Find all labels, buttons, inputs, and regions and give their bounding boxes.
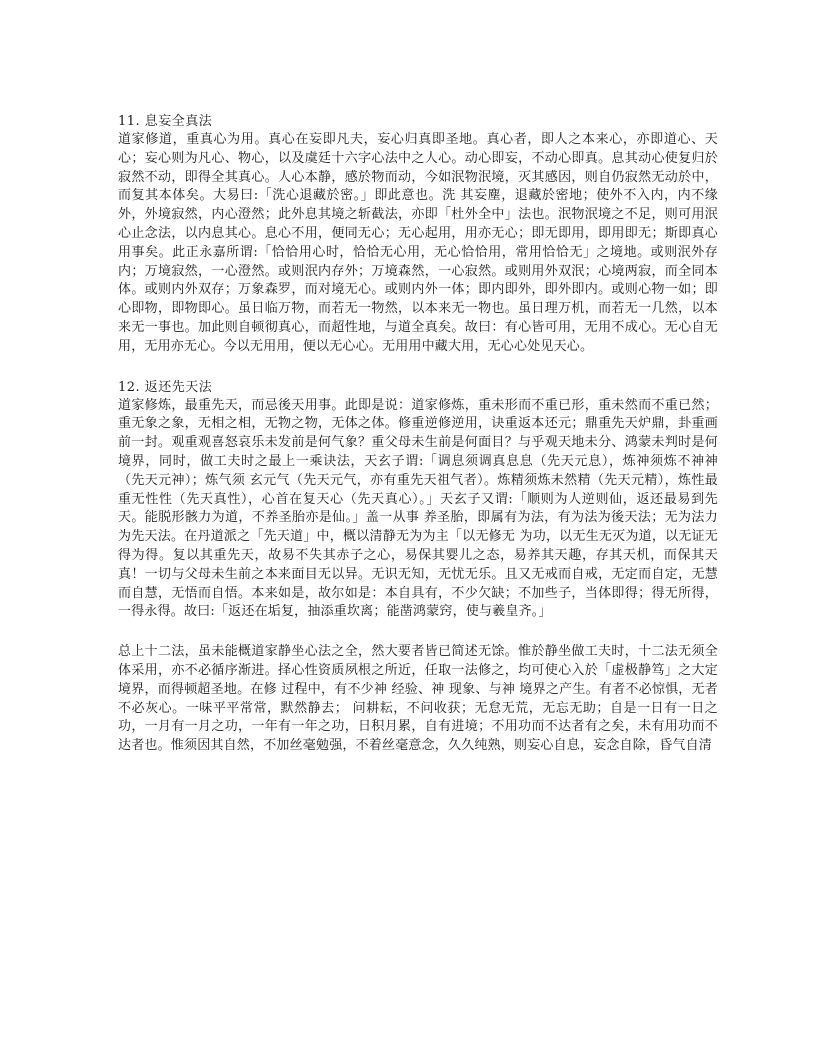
section-heading: 12. 返还先天法 — [118, 379, 213, 395]
document-page — [118, 112, 718, 777]
summary-paragraph: 总上十二法，虽未能概道家静坐心法之全，然大要者皆已简述无馀。惟於静坐做工夫时，十二法无须全体采用，亦不必循序渐进。择心性资质夙根之所近，任取一法修之，均可使心入於「虚极静笃」之大定境界，而得顿超圣地。在修 过程中，有不少神 经验、神 现象、与神 境界之产生。有者不必惊惧，无者不必灰心。一味平平常常，默然静去； 问耕耘，不问收获；无怠无荒，无忘无助；自是一日有一日之功，一月有一月之功，一年有一年之功，日积月累，自有进境；不用功而不达者有之矣，未有用功而不达者也。惟须因其自然，不加丝毫勉强，不着丝毫意念，久久纯熟，则妄心自息，妄念自除，昏气自清 — [118, 644, 718, 754]
section-heading: 11. 息妄全真法 — [118, 114, 213, 129]
section-body: 道家修道，重真心为用。真心在妄即凡夫，妄心归真即圣地。真心者，即人之本来心，亦即道心、天心；妄心则为凡心、物心，以及虞廷十六字心法中之人心。动心即妄，不动心即真。息其动心使复归於寂然不动，即得全其真心。人心本静，感於物而动，今如泯物泯境，灭其感因，则自仍寂然无动於中，而复其本体矣。大易曰:「洗心退藏於密。」即此意也。洗 其妄塵，退藏於密地；使外不入内，内不缘外，外境寂然，内心澄然；此外息其境之斩截法，亦即「杜外全中」法也。泯物泯境之不足，则可用泯心止念法，以内息其心。息心不用，便同无心；无心起用，用亦无心；即无即用，即用即无；斯即真心用事矣。此正永嘉所谓:「恰恰用心时，恰恰无心用，无心恰恰用，常用恰恰无」之境地。或则泯外存内；万境寂然，一心澄然。或则泯内存外；万境森然，一心寂然。或则用外双泯；心境两寂，而全同本体。或则内外双存；万象森罗，而对境无心。或则内外一体；即内即外，即外即内。或则心物一如；即心即物，即物即心。虽日临万物，而若无一物然，以本来无一物也。虽日理万机，而若无一几然，以本来无一事也。加此则自顿彻真心，而超性地，与道全真矣。故曰：有心皆可用，无用不成心。无心自无用，无用亦无心。今以无用用，便以无心心。无用用中藏大用，无心心处见天心。 — [118, 132, 718, 354]
section-11 — [118, 112, 718, 357]
section-12 — [118, 378, 718, 623]
summary-section — [118, 643, 718, 756]
section-body: 道家修炼，最重先天，而忌後天用事。此即是说：道家修炼，重未形而不重已形，重未然而不重已然；重无象之象，无相之相，无物之物，无体之体。修重逆修逆用，诀重返本还元；鼎重先天炉鼎，卦重画前一封。观重观喜怒哀乐未发前是何气象？重父母未生前是何面目？与乎观天地未分、鸿蒙未判时是何境界，同时，做工夫时之最上一乘诀法，天玄子谓:「调息须调真息息（先天元息），炼神须炼不神神（先天元神）；炼气须 玄元气（先天元气，亦有重先天祖气者）。炼精须炼未然精（先天元精），炼性最重无性性（先天真性），心首在复天心（先天真心）。」天玄子又谓:「顺则为人逆则仙，返还最易到先天。能脱形骸力为道，不养圣胎亦是仙。」盖一从事 养圣胎，即属有为法，有为法为後天法；无为法力为先天法。在丹道派之「先天道」中，概以清静无为为主「以无修无 为功，以无生无灭为道，以无证无得为得。复以其重先天，故易不失其赤子之心，易保其婴儿之态，易养其天趣，存其天机，而保其天真！一切与父母未生前之本来面目无以异。无识无知，无忧无乐。且又无戒而自戒，无定而自定，无慧而自慧，无悟而自悟。本来如是，故尔如是：本自具有，不少欠缺；不加些子，当体即得；得无所得，一得永得。故曰:「返还在垢复，抽添重坎离；能凿鸿蒙窍，使与羲皇齐。」 — [118, 397, 718, 620]
